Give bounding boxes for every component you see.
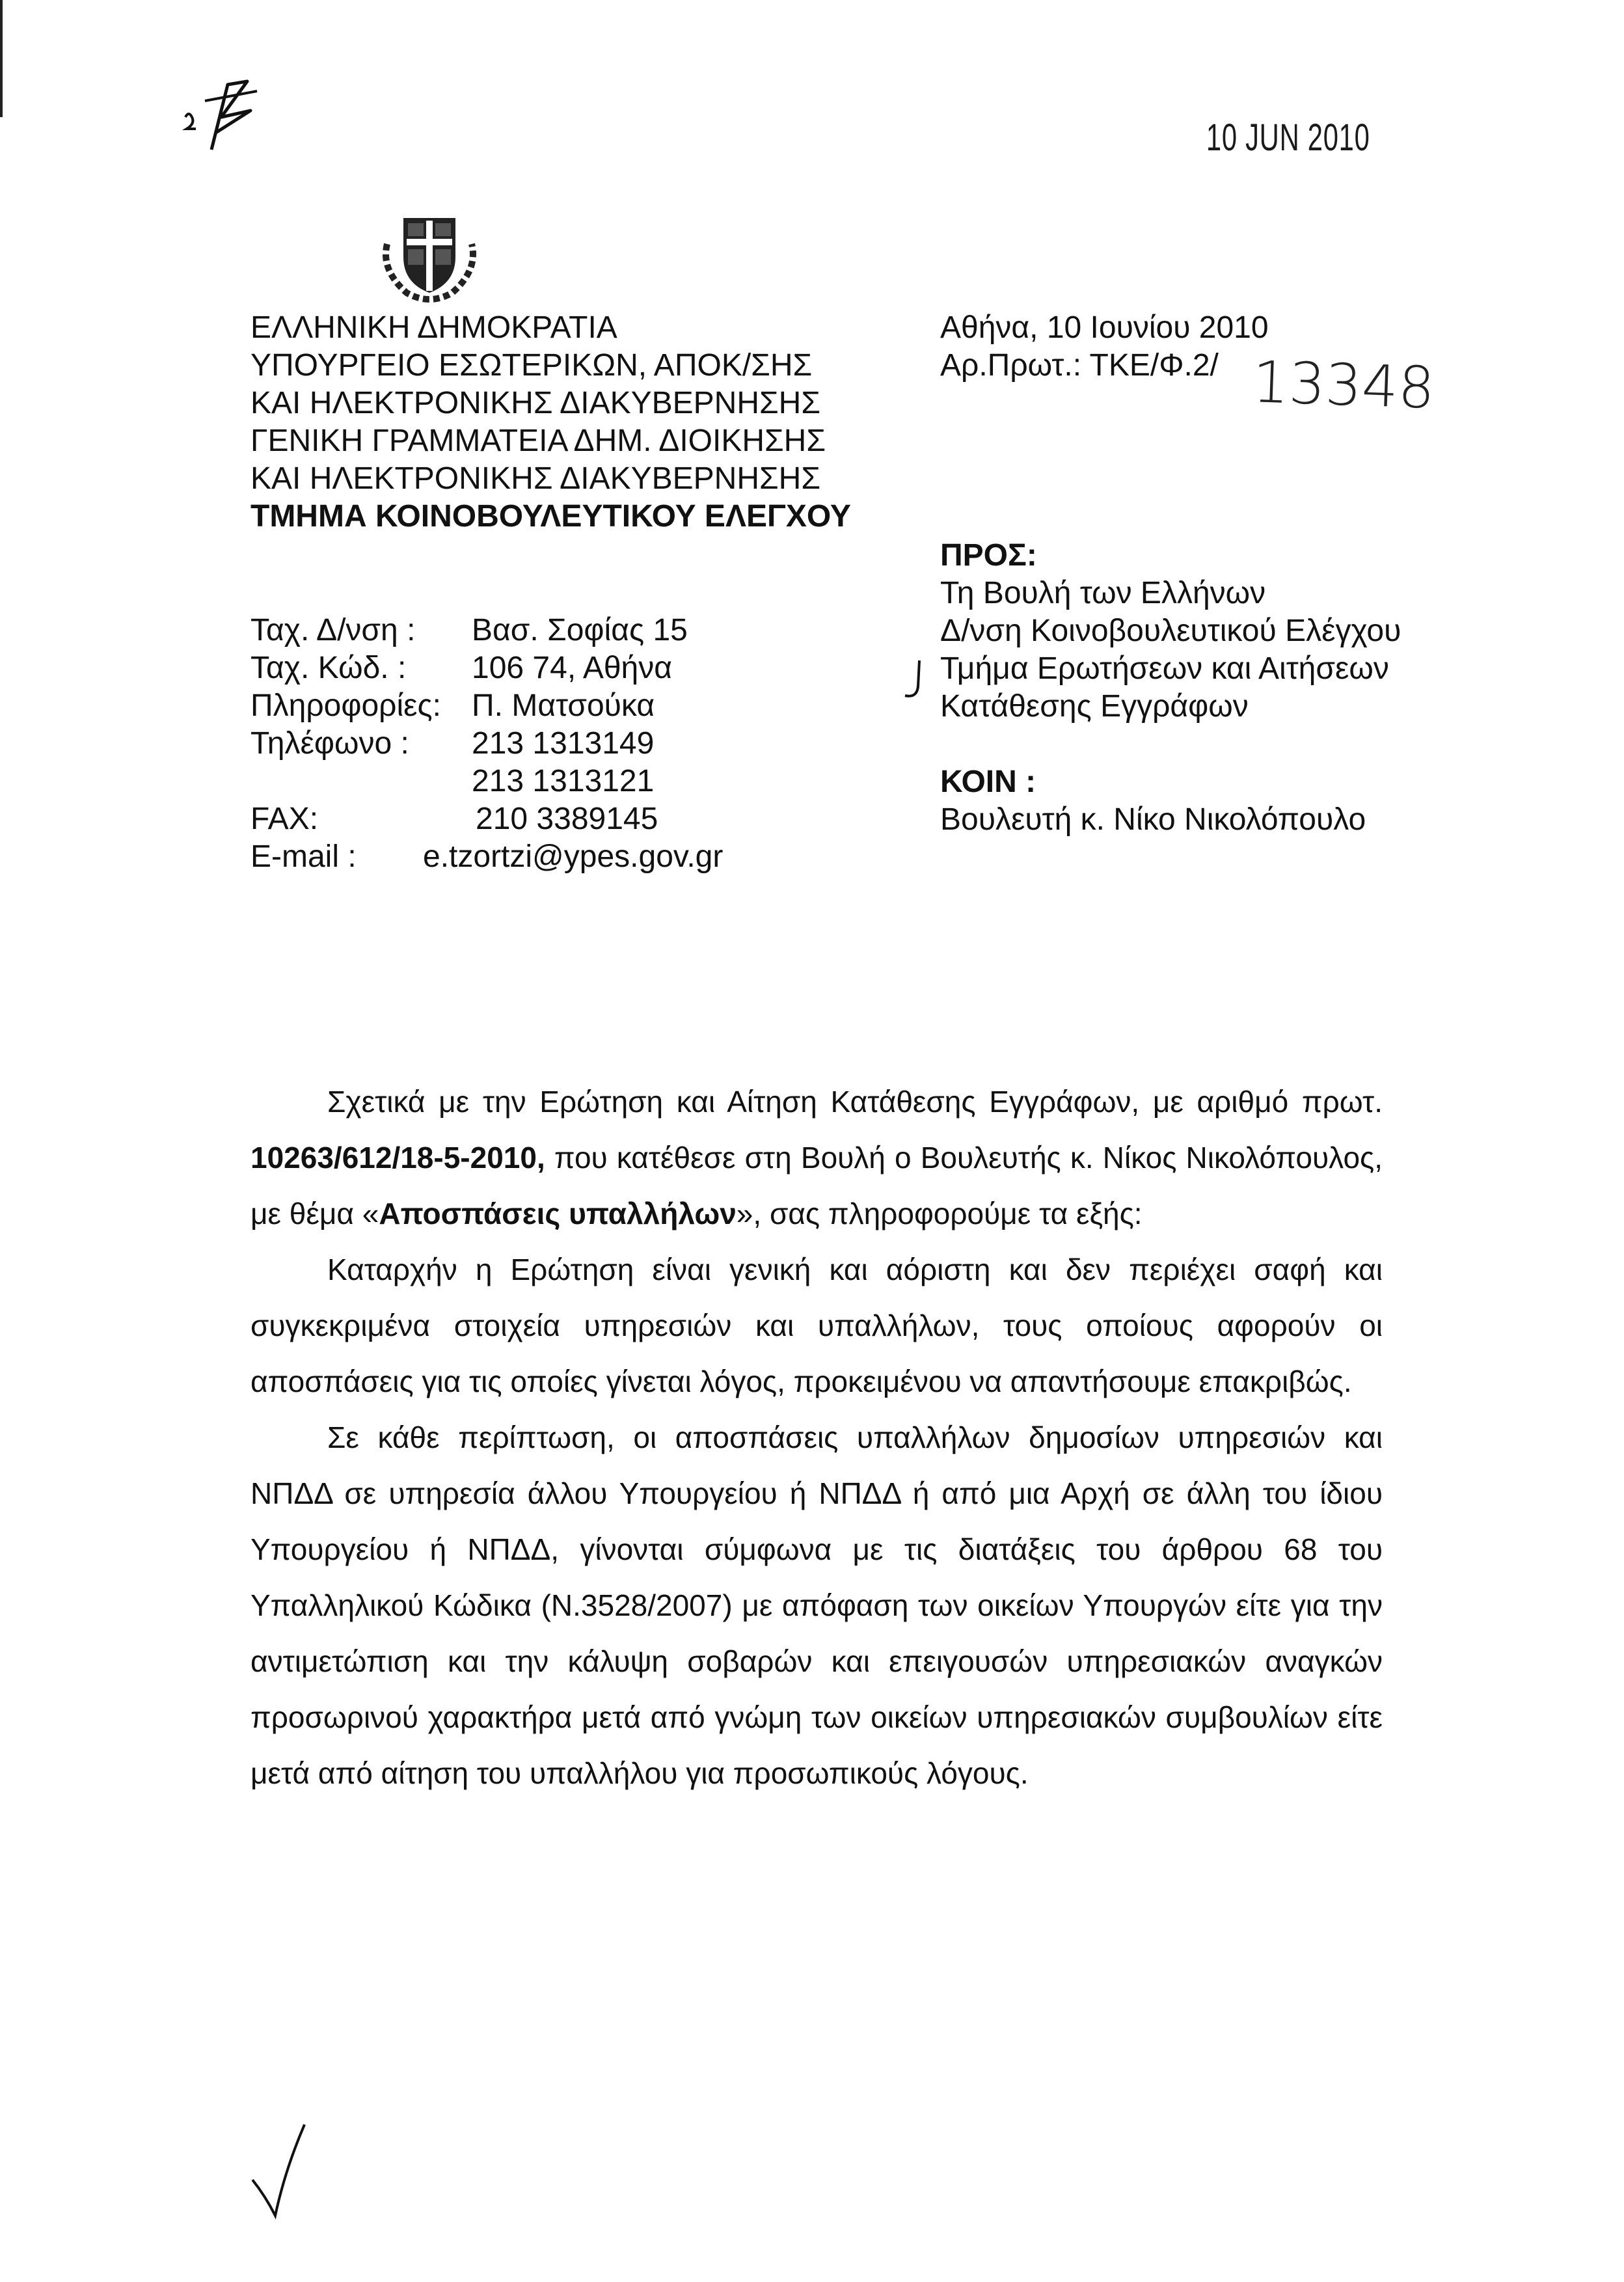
- body-text-span: Σχετικά με την Ερώτηση και Αίτηση Κατάθεσης Εγγράφων, με αριθμό πρωτ.: [327, 1085, 1383, 1119]
- sender-line: ΕΛΛΗΝΙΚΗ ΔΗΜΟΚΡΑΤΙΑ: [250, 310, 617, 345]
- date-protocol-block: [940, 309, 1269, 385]
- to-line: Κατάθεσης Εγγράφων: [940, 689, 1249, 724]
- to-label: ΠΡΟΣ:: [940, 538, 1037, 573]
- body-paragraph-2: Καταρχήν η Ερώτηση είναι γενική και αόριστη και δεν περιέχει σαφή και συγκεκριμένα στοιχεία υπηρεσιών και υπαλλήλων, τους οποίους αφορούν οι αποσπάσεις για τις οποίες γίνεται λόγος, προκειμένου να απαντήσουμε επακριβώς.: [250, 1253, 1383, 1398]
- sender-line: ΚΑΙ ΗΛΕΚΤΡΟΝΙΚΗΣ ΔΙΑΚΥΒΕΡΝΗΣΗΣ: [250, 386, 820, 420]
- date-line: Αθήνα, 10 Ιουνίου 2010: [940, 310, 1269, 345]
- sender-line: ΓΕΝΙΚΗ ΓΡΑΜΜΑΤΕΙΑ ΔΗΜ. ΔΙΟΙΚΗΣΗΣ: [250, 424, 826, 458]
- to-line: Τη Βουλή των Ελλήνων: [940, 576, 1266, 610]
- fax-value: 210 3389145: [476, 802, 658, 836]
- phone-label: Τηλέφωνο :: [250, 726, 409, 761]
- info-value: Π. Ματσούκα: [472, 688, 655, 723]
- handwritten-initials-icon: [166, 72, 264, 163]
- sender-block: [250, 309, 851, 536]
- question-reference-number: 10263/612/18-5-2010,: [250, 1141, 545, 1175]
- postcode-value: 106 74, Αθήνα: [472, 651, 672, 685]
- body-paragraph-1: [250, 1074, 1383, 1242]
- email-value[interactable]: e.tzortzi@ypes.gov.gr: [423, 839, 724, 874]
- to-line: Δ/νση Κοινοβουλευτικού Ελέγχου: [940, 614, 1401, 648]
- postcode-label: Ταχ. Κώδ. :: [250, 651, 407, 685]
- cc-label: ΚΟΙΝ :: [940, 765, 1036, 799]
- to-line: Τμήμα Ερωτήσεων και Αιτήσεων: [940, 651, 1389, 686]
- handwritten-protocol-number: 13348: [1251, 348, 1436, 422]
- phone-value-2: 213 1313121: [472, 764, 655, 798]
- sender-line: ΚΑΙ ΗΛΕΚΤΡΟΝΙΚΗΣ ΔΙΑΚΥΒΕΡΝΗΣΗΣ: [250, 461, 820, 496]
- address-value: Βασ. Σοφίας 15: [472, 613, 688, 647]
- address-label: Ταχ. Δ/νση :: [250, 613, 416, 647]
- letter-body: [250, 1074, 1383, 1801]
- sender-line: ΥΠΟΥΡΓΕΙΟ ΕΣΩΤΕΡΙΚΩΝ, ΑΠΟΚ/ΣΗΣ: [250, 348, 813, 383]
- protocol-line: Αρ.Πρωτ.: ΤΚΕ/Φ.2/: [940, 348, 1219, 383]
- cc-line: Βουλευτή κ. Νίκο Νικολόπουλο: [940, 802, 1366, 837]
- greek-coat-of-arms-icon: [374, 205, 485, 303]
- email-label: E-mail :: [250, 839, 357, 874]
- phone-value-1: 213 1313149: [472, 726, 655, 761]
- handwritten-checkmark-icon: [247, 2121, 319, 2225]
- department-name: ΤΜΗΜΑ ΚΟΙΝΟΒΟΥΛΕΥΤΙΚΟΥ ΕΛΕΓΧΟΥ: [250, 499, 851, 534]
- body-text-span: που κατέθεσε στη Βουλή ο Βουλευτής κ. Νίκος Νικολόπουλος, με θέμα «: [250, 1141, 1383, 1230]
- fax-label: FAX:: [250, 802, 319, 836]
- body-paragraph-3: Σε κάθε περίπτωση, οι αποσπάσεις υπαλλήλων δημοσίων υπηρεσιών και ΝΠΔΔ σε υπηρεσία άλλου Υπουργείου ή ΝΠΔΔ ή από μια Αρχή σε άλλη του ίδιου Υπουργείου ή ΝΠΔΔ, γίνονται σύμφωνα με τις διατάξεις του άρθρου 68 του Υπαλληλικού Κώδικα (Ν.3528/2007) με απόφαση των οικείων Υπουργών είτε για την αντιμετώπιση και την κάλυψη σοβαρών και επειγουσών υπηρεσιακών αναγκών προσωρινού χαρακτήρα μετά από γνώμη των οικείων υπηρεσιακών συμβουλίων είτε μετά από αίτηση του υπαλλήλου για προσωπικούς λόγους.: [250, 1420, 1383, 1790]
- info-label: Πληροφορίες:: [250, 688, 442, 723]
- scan-edge-line: [0, 0, 3, 117]
- body-text-span: », σας πληροφορούμε τα εξής:: [736, 1197, 1143, 1230]
- received-date-stamp: 10 JUN 2010: [1206, 116, 1370, 159]
- recipient-block: [940, 537, 1401, 839]
- question-subject: Αποσπάσεις υπαλλήλων: [379, 1197, 737, 1230]
- handwritten-bracket-icon: [901, 657, 927, 703]
